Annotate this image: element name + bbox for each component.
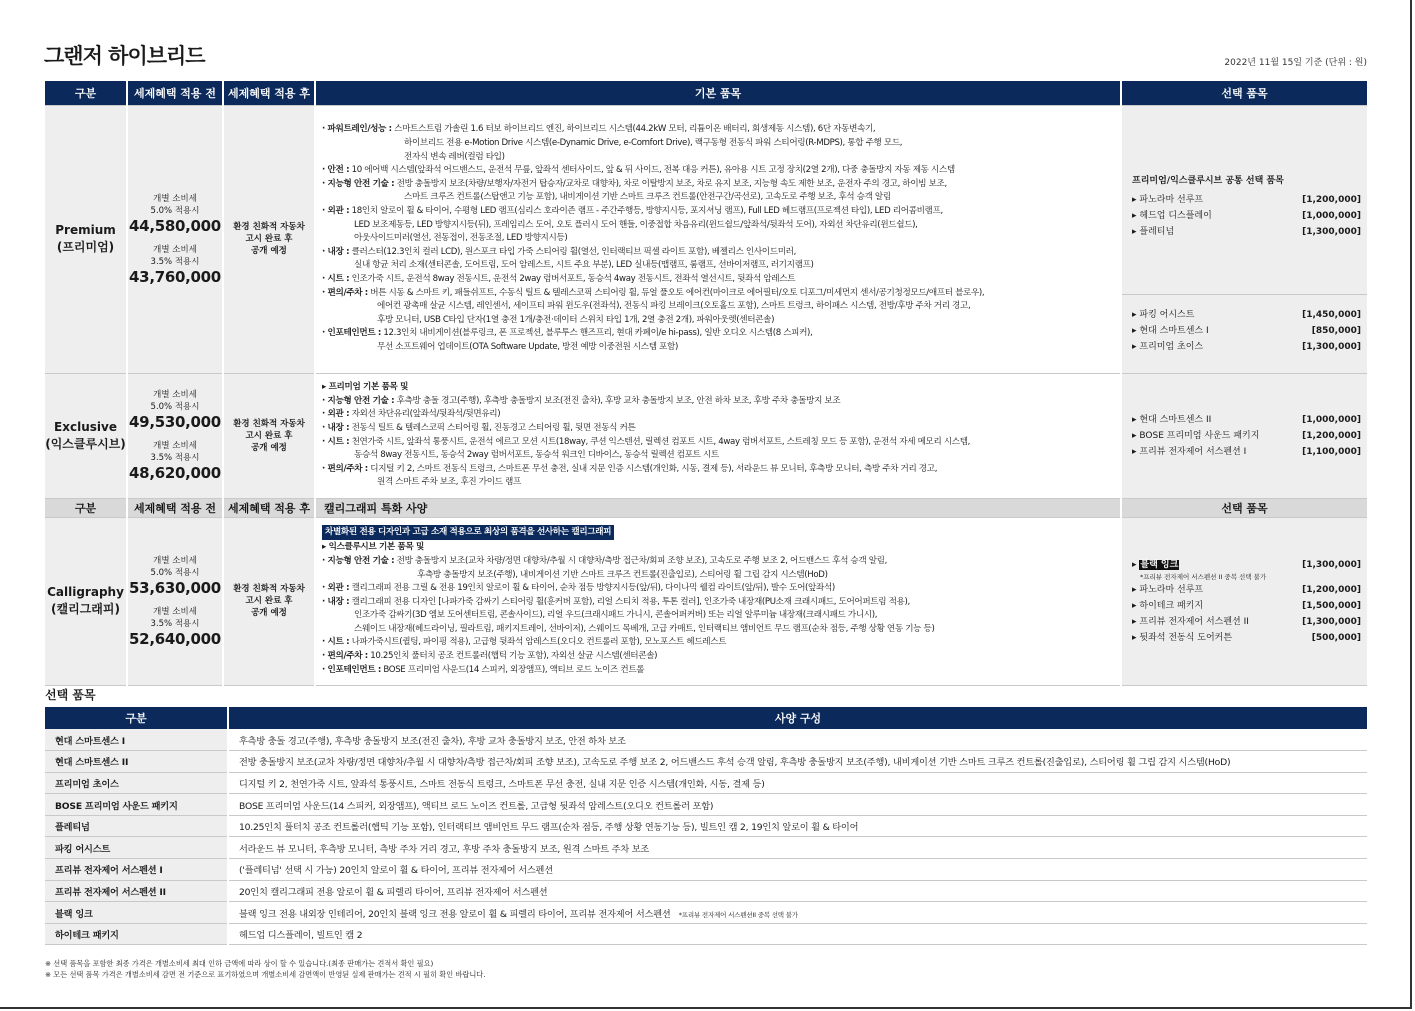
option-name: 하이테크 패키지 [45, 923, 228, 945]
trim-row-exclusive [45, 373, 1367, 498]
price-value: 49,530,000 [129, 413, 221, 431]
option-item [1132, 339, 1361, 355]
option-name: 현대 스마트센스 II [45, 751, 228, 773]
option-item [1132, 307, 1361, 323]
price-after-tax [223, 373, 315, 498]
spec-line: · 외관 : 자외선 차단유리(앞좌석/뒷좌석/뒷면유리) [322, 409, 501, 420]
option-name: 플레티넘 [45, 815, 228, 837]
date-note: 2022년 11월 15일 기준 (단위 : 원) [1224, 58, 1367, 68]
option-desc: 전방 충돌방지 보조(교차 차량/정면 대향차/추월 시 대향차/측방 접근차/회피 조향 보조), 고속도로 주행 보조 2, 어드밴스드 후석 승객 알림, 후측방 충돌방지 보조(주행), 내비게이션 기반 스마트 크루즈 컨트롤(진출입로), 스티어링 휠 그립 감지 시스템(HoD) [228, 751, 1367, 773]
options-group-premium [1122, 295, 1367, 355]
spec-line: ▸ 프리미엄 기본 품목 및 [322, 382, 409, 393]
option-name: 현대 스마트센스 I [45, 729, 228, 751]
option-item [1132, 614, 1361, 630]
options-table-header [45, 707, 1367, 729]
table-row [45, 880, 1367, 902]
spec-line: 동승석 8way 전동시트, 동승석 2way 럼버서포트, 동승석 워크인 디바이스, 동승석 릴렉션 컴포트 시트 [354, 450, 719, 461]
trim-name-kr: (익스클루시브) [45, 436, 126, 451]
option-name: ▸ 프리뷰 전자제어 서스펜션 II [1132, 616, 1249, 627]
option-desc: BOSE 프리미엄 사운드(14 스피커, 외장앰프), 액티브 로드 노이즈 컨트롤, 고급형 뒷좌석 암레스트(오디오 컨트롤러 포함) [228, 794, 1367, 816]
spec-line: · 안전 : 10 에어백 시스템(앞좌석 어드밴스드, 운전석 무릎, 앞좌석 센터사이드, 앞 & 뒤 사이드, 전복 대응 커튼), 유아용 시트 고정 장치(2열 2개), 다중 충돌방지 자동 제동 시스템 [322, 165, 955, 176]
options-section-title: 선택 품목 [45, 688, 96, 702]
option-name: ▸ 뒷좌석 전동식 도어커튼 [1132, 632, 1233, 643]
spec-line: · 파워트레인/성능 : 스마트스트림 가솔린 1.6 터보 하이브리드 엔진, 하이브리드 시스템(44.2kW 모터, 리튬이온 배터리, 회생제동 시스템), 6단 자동변속기, [322, 124, 876, 135]
price-value: 48,620,000 [129, 464, 221, 482]
spec-line: · 인포테인먼트 : 12.3인치 내비게이션(블루링크, 폰 프로젝션, 블루투스 핸즈프리, 현대 카페이/e hi-pass), 일반 오디오 시스템(8 스피커), [322, 328, 813, 339]
option-name: ▸ 파노라마 선루프 [1132, 195, 1204, 205]
table-row [45, 902, 1367, 924]
trim-name-kr: (캘리그래피) [51, 602, 120, 616]
price-before-tax [127, 517, 223, 685]
trim-name-en: Premium [55, 223, 116, 237]
after-line: 환경 친화적 자동차 [233, 584, 305, 594]
spec-line: 후측방 충돌방지 보조(주행), 내비게이션 기반 스마트 크루즈 컨트롤(진출입로), 스티어링 휠 그립 감지 시스템(HoD) [417, 569, 828, 580]
option-price: [1,450,000] [1302, 310, 1361, 320]
option-item [1132, 428, 1361, 444]
trim-name [45, 373, 127, 498]
option-name: BOSE 프리미엄 사운드 패키지 [45, 794, 228, 816]
basic-items-cell [315, 373, 1121, 498]
table-row [45, 772, 1367, 794]
spec-line: · 외관 : 캘리그래피 전용 그릴 & 전용 19인치 알로이 휠 & 타이어, 순차 점등 방향지시등(앞/뒤), 다이나믹 웰컴 라이트(앞/뒤), 발수 도어(앞좌석) [322, 583, 835, 594]
spec-line: 스웨이드 내장재(헤드라이닝, 필라트림, 패키지트레이, 선바이저), 스웨이드 목베개, 고급 카매트, 인터랙티브 앰비언트 무드 램프(순차 점등, 주행 상황 연동 기능 등) [354, 623, 935, 634]
option-name: ▸ 현대 스마트센스 II [1132, 414, 1212, 425]
tax-rate: 5.0% 적용시 [150, 402, 200, 412]
after-line: 고시 완료 후 [245, 430, 293, 441]
footnote: ※ 선택 품목을 포함한 최종 가격은 개별소비세 최대 인하 금액에 따라 상이 할 수 있습니다.(최종 판매가는 견적서 확인 필요) [45, 959, 434, 968]
option-price: [1,300,000] [1302, 342, 1361, 352]
table-header [45, 81, 1367, 105]
tax-label: 개별 소비세 [153, 244, 197, 255]
trim-name [45, 517, 127, 685]
option-name: 프리뷰 전자제어 서스펜션 I [45, 859, 228, 881]
after-line: 고시 완료 후 [245, 234, 293, 244]
option-desc: 서라운드 뷰 모니터, 후측방 모니터, 측방 주차 거리 경고, 후방 주차 충돌방지 보조, 원격 스마트 주차 보조 [228, 837, 1367, 859]
table-row [45, 859, 1367, 881]
after-line: 환경 친화적 자동차 [233, 418, 305, 429]
trim-name [45, 105, 127, 373]
header-after-tax: 세제혜택 적용 후 [223, 498, 315, 517]
option-name: ▸ 하이테크 패키지 [1132, 600, 1204, 611]
spec-line: · 지능형 안전 기술 : 전방 충돌방지 보조(교차 차량/정면 대향차/추월 시 대향차/측방 접근차/회피 조향 보조), 고속도로 주행 보조 2, 어드밴스드 후석 승객 알림, [322, 555, 887, 566]
spec-line: 후방 모니터, USB C타입 단자(1열 충전 1개/충전·데이터 스위치 타입 1개, 2열 충전 2개), 파워아웃렛(센터콘솔) [377, 314, 775, 325]
option-price: [850,000] [1311, 326, 1361, 336]
spec-line: · 내장 : 전동식 틸트 & 텔레스코픽 스티어링 휠, 진동경고 스티어링 휠, 뒷면 전동식 커튼 [322, 422, 636, 433]
table-row [45, 729, 1367, 751]
spec-line: 에어컨 광촉매 살균 시스템, 레인센서, 세이프티 파워 윈도우(전좌석), 전동식 파킹 브레이크(오토홀드 포함), 스마트 트렁크, 하이패스 시스템, 전방/후방 주차 거리 경고, [377, 301, 971, 312]
option-price: [1,000,000] [1302, 414, 1361, 425]
table-header-calligraphy [45, 498, 1367, 517]
option-price: [500,000] [1311, 632, 1361, 643]
after-line: 공개 예정 [251, 442, 287, 453]
after-line: 환경 친화적 자동차 [233, 222, 305, 232]
option-name: ▸ 플레티넘 [1132, 227, 1175, 237]
header-category: 구분 [45, 498, 127, 517]
spec-line: 인조가죽 감싸기(3D 엠보 도어센터트림, 콘솔사이드), 리얼 우드(크래시패드 가니시, 콘솔어퍼커버) 또는 리얼 알루미늄 내장재(크래시패드 가니시), [354, 610, 878, 621]
tax-label: 개별 소비세 [153, 441, 197, 451]
table-row [45, 751, 1367, 773]
tax-rate: 3.5% 적용시 [150, 618, 200, 629]
option-name: ▸ 블랙 잉크 [1132, 559, 1179, 570]
option-item [1132, 323, 1361, 339]
header-spec: 사양 구성 [228, 707, 1367, 729]
header-options: 선택 품목 [1121, 81, 1367, 105]
trim-row-calligraphy [45, 517, 1367, 685]
page-title: 그랜저 하이브리드 [44, 44, 205, 68]
options-cell [1121, 105, 1367, 373]
footnotes [45, 958, 486, 980]
spec-line: · 인포테인먼트 : BOSE 프리미엄 사운드(14 스피커, 외장앰프), 액티브 로드 노이즈 컨트롤 [322, 664, 645, 675]
price-after-tax [223, 517, 315, 685]
spec-line: · 편의/주차 : 10.25인치 풀터치 공조 컨트롤러(햅틱 기능 포함), 자외선 살균 시스템(센터콘솔) [322, 651, 658, 662]
calligraphy-items-cell [315, 517, 1121, 685]
after-line: 고시 완료 후 [245, 596, 293, 606]
spec-line: 전자식 변속 레버(컬럼 타입) [404, 151, 505, 162]
spec-line: ▸ 익스클루시브 기본 품목 및 [322, 542, 424, 553]
spec-line: LED 보조제동등, LED 방향지시등(뒤), 프레임리스 도어, 오토 플러시 도어 핸들, 이중접합 차음유리(윈드쉴드/앞좌석/뒷좌석 도어), 자외선 차단유리(윈드쉴드), [354, 219, 918, 230]
tax-rate: 5.0% 적용시 [150, 205, 200, 216]
spec-line: 하이브리드 전용 e-Motion Drive 시스템(e-Dynamic Drive, e-Comfort Drive), 랙구동형 전동식 파워 스티어링(R-MDPS), 통합 주행 모드, [404, 138, 903, 149]
spec-line: · 편의/주차 : 디지털 키 2, 스마트 전동식 트렁크, 스마트폰 무선 충전, 실내 지문 인증 시스템(개인화, 시동, 결제 등), 서라운드 뷰 모니터, 후측방 모니터, 측방 주차 거리 경고, [322, 463, 938, 474]
spec-line: · 외관 : 18인치 알로이 휠 & 타이어, 수평형 LED 램프(심리스 호라이즌 램프 - 주간주행등, 방향지시등, 포지셔닝 램프), Full LED 헤드램프(프로젝션 타입), LED 리어콤비램프, [322, 206, 943, 217]
spec-line: · 편의/주차 : 버튼 시동 & 스마트 키, 패들쉬프트, 수동식 틸트 & 텔레스코픽 스티어링 휠, 듀얼 풀오토 에어컨(마이크로 에어필터/오토 디포그/미세먼지 센서/공기청정모드/애프터 블로우), [322, 287, 985, 298]
option-name: ▸ 프리뷰 전자제어 서스펜션 I [1132, 446, 1247, 457]
option-price: [1,000,000] [1302, 211, 1361, 221]
spec-line: · 내장 : 클러스터(12.3인치 컬러 LCD), 원스포크 타입 가죽 스티어링 휠(열선, 인터랙티브 픽셀 라이트 포함), 베젤리스 인사이드미러, [322, 246, 796, 257]
tax-rate: 5.0% 적용시 [150, 567, 200, 578]
tax-rate: 3.5% 적용시 [150, 256, 200, 267]
option-price: [1,200,000] [1302, 584, 1361, 595]
option-name: ▸ 파노라마 선루프 [1132, 584, 1204, 595]
option-name: 파킹 어시스트 [45, 837, 228, 859]
tax-label: 개별 소비세 [153, 555, 197, 566]
option-desc: ('플레티넘' 선택 시 가능) 20인치 알로이 휠 & 타이어, 프리뷰 전자제어 서스펜션 [228, 859, 1367, 881]
tax-label: 개별 소비세 [153, 390, 197, 400]
option-item [1132, 224, 1361, 240]
spec-line: · 지능형 안전 기술 : 전방 충돌방지 보조(차량/보행자/자전거 탑승자/교차로 대향차), 차로 이탈방지 보조, 차로 유지 보조, 지능형 속도 제한 보조, 운전자 주의 경고, 하이빔 보조, [322, 178, 947, 189]
option-price: [1,500,000] [1302, 600, 1361, 611]
header-category: 구분 [45, 707, 228, 729]
options-group-title: 프리미엄/익스클루시브 공통 선택 품목 [1132, 176, 1284, 186]
price-value: 44,580,000 [129, 216, 221, 235]
options-cell [1121, 517, 1367, 685]
option-name: 프리뷰 전자제어 서스펜션 II [45, 880, 228, 902]
calligraphy-highlight: 차별화된 전용 디자인과 고급 소재 적용으로 최상의 품격을 선사하는 캘리그래피 [322, 525, 614, 541]
spec-line: 스마트 크루즈 컨트롤(스탑앤고 기능 포함), 내비게이션 기반 스마트 크루즈 컨트롤(안전구간/곡선로), 고속도로 주행 보조, 후석 승객 알림 [404, 192, 891, 203]
option-price: [1,300,000] [1302, 559, 1361, 570]
option-price: [1,300,000] [1302, 227, 1361, 237]
price-value: 43,760,000 [129, 267, 221, 286]
header-basic-items: 기본 품목 [315, 81, 1121, 105]
after-line: 공개 예정 [251, 246, 287, 256]
basic-items-cell [315, 105, 1121, 373]
option-desc-text: 블랙 잉크 전용 내외장 인테리어, 20인치 블랙 잉크 전용 알로이 휠 & 피렐리 타이어, 프리뷰 전자제어 서스펜션 [239, 908, 671, 920]
options-cell [1121, 373, 1367, 498]
spec-line: · 시트 : 천연가죽 시트, 앞좌석 통풍시트, 운전석 에르고 모션 시트(18way, 쿠션 익스텐션, 릴렉션 컴포트 시트, 4way 럼버서포트, 스트레칭 모드 등 포함), 운전석 자세 메모리 시스템, [322, 436, 971, 447]
option-price: [1,300,000] [1302, 616, 1361, 627]
spec-line: 아웃사이드미러(열선, 전동접이, 전동조절, LED 방향지시등) [354, 233, 568, 244]
option-price: [1,200,000] [1302, 195, 1361, 205]
option-desc: 헤드업 디스플레이, 빌트인 캠 2 [228, 923, 1367, 945]
footnote: ※ 모든 선택 품목 가격은 개별소비세 감면 전 기준으로 표기하였으며 개별소비세 감면액이 반영된 실제 판매가는 견적 시 필히 확인 바랍니다. [45, 970, 486, 979]
option-desc: 20인치 캘리그래피 전용 알로이 휠 & 피렐리 타이어, 프리뷰 전자제어 서스펜션 [228, 880, 1367, 902]
option-price: [1,100,000] [1302, 446, 1361, 457]
option-name: ▸ 파킹 어시스트 [1132, 310, 1195, 320]
option-name: ▸ BOSE 프리미엄 사운드 패키지 [1132, 430, 1260, 441]
price-value: 53,630,000 [129, 578, 221, 597]
option-item [1132, 582, 1361, 598]
option-desc-note: *프리뷰 전자제어 서스펜션II 중복 선택 불가 [678, 910, 798, 919]
header-after-tax: 세제혜택 적용 후 [223, 81, 315, 105]
tax-label: 개별 소비세 [153, 606, 197, 617]
price-before-tax [127, 373, 223, 498]
header-calligraphy-items: 캘리그래피 특화 사양 [315, 498, 1121, 517]
trim-row-premium [45, 105, 1367, 373]
spec-line: · 시트 : 나파가죽시트(퀼팅, 파이핑 적용), 고급형 뒷좌석 암레스트(오디오 컨트롤러 포함), 모노포스트 헤드레스트 [322, 637, 727, 648]
table-row [45, 837, 1367, 859]
trim-name-en: Exclusive [54, 419, 117, 434]
spec-line: 원격 스마트 주차 보조, 후진 가이드 램프 [377, 477, 521, 488]
spec-line: 무선 소프트웨어 업데이트(OTA Software Update, 방전 예방 이중전원 시스템 포함) [377, 341, 678, 352]
header-before-tax: 세제혜택 적용 전 [127, 81, 223, 105]
option-item [1132, 192, 1361, 208]
tax-label: 개별 소비세 [153, 193, 197, 204]
spec-line: 실내 항균 처리 소재(센터콘솔, 도어트림, 도어 암레스트, 시트 주요 부분), LED 실내등(맵램프, 룸램프, 선바이저램프, 러기지램프) [354, 260, 814, 271]
option-name: ▸ 헤드업 디스플레이 [1132, 211, 1212, 221]
header-before-tax: 세제혜택 적용 전 [127, 498, 223, 517]
option-price: [1,200,000] [1302, 430, 1361, 441]
option-name: ▸ 현대 스마트센스 I [1132, 326, 1209, 336]
price-before-tax [127, 105, 223, 373]
spec-line: · 시트 : 인조가죽 시트, 운전석 8way 전동시트, 운전석 2way 럼버서포트, 동승석 4way 전동시트, 전좌석 열선시트, 뒷좌석 암레스트 [322, 273, 796, 284]
table-row [45, 923, 1367, 945]
spec-line: · 지능형 안전 기술 : 후측방 충돌 경고(주행), 후측방 충돌방지 보조(전진 출차), 후방 교차 충돌방지 보조, 안전 하차 보조, 후방 주차 충돌방지 보조 [322, 395, 841, 406]
option-item [1132, 630, 1361, 646]
option-name: 블랙 잉크 [45, 902, 228, 924]
option-name: ▸ 프리미엄 초이스 [1132, 342, 1204, 352]
option-desc [228, 902, 1367, 924]
option-desc: 10.25인치 풀터치 공조 컨트롤러(햅틱 기능 포함), 인터랙티브 앰비언트 무드 램프(순차 점등, 주행 상황 연동기능 등), 빌트인 캠 2, 19인치 알로이 휠 & 타이어 [228, 815, 1367, 837]
option-desc: 후측방 충돌 경고(주행), 후측방 충돌방지 보조(전진 출차), 후방 교차 충돌방지 보조, 안전 하차 보조 [228, 729, 1367, 751]
price-after-tax [223, 105, 315, 373]
option-item [1132, 598, 1361, 614]
price-value: 52,640,000 [129, 629, 221, 648]
option-item [1132, 557, 1361, 573]
table-row [45, 815, 1367, 837]
header-category: 구분 [45, 81, 127, 105]
trim-name-kr: (프리미엄) [56, 240, 115, 254]
options-group-common [1122, 123, 1367, 295]
black-ink-label: 블랙 잉크 [1140, 559, 1179, 570]
header-options: 선택 품목 [1121, 498, 1367, 517]
option-note: *프리뷰 전자제어 서스펜션 II 중복 선택 불가 [1140, 572, 1267, 581]
tax-rate: 3.5% 적용시 [150, 453, 200, 463]
trim-name-en: Calligraphy [47, 585, 124, 599]
option-item [1132, 444, 1361, 460]
trim-price-table [45, 81, 1367, 686]
option-item [1132, 208, 1361, 224]
spec-line: · 내장 : 캘리그래피 전용 디자인 [나파가죽 감싸기 스티어링 휠(훈커버 포함), 리얼 스티치 적용, 투톤 컬러], 인조가죽 내장재(PU소재 크래시패드, 도어어퍼트림 적용), [322, 596, 910, 607]
table-row [45, 794, 1367, 816]
options-table [45, 707, 1367, 945]
option-name: 프리미엄 초이스 [45, 772, 228, 794]
after-line: 공개 예정 [251, 608, 287, 618]
option-desc: 디지털 키 2, 천연가죽 시트, 앞좌석 통풍시트, 스마트 전동식 트렁크, 스마트폰 무선 충전, 실내 지문 인증 시스템(개인화, 시동, 결제 등) [228, 772, 1367, 794]
option-item [1132, 412, 1361, 428]
